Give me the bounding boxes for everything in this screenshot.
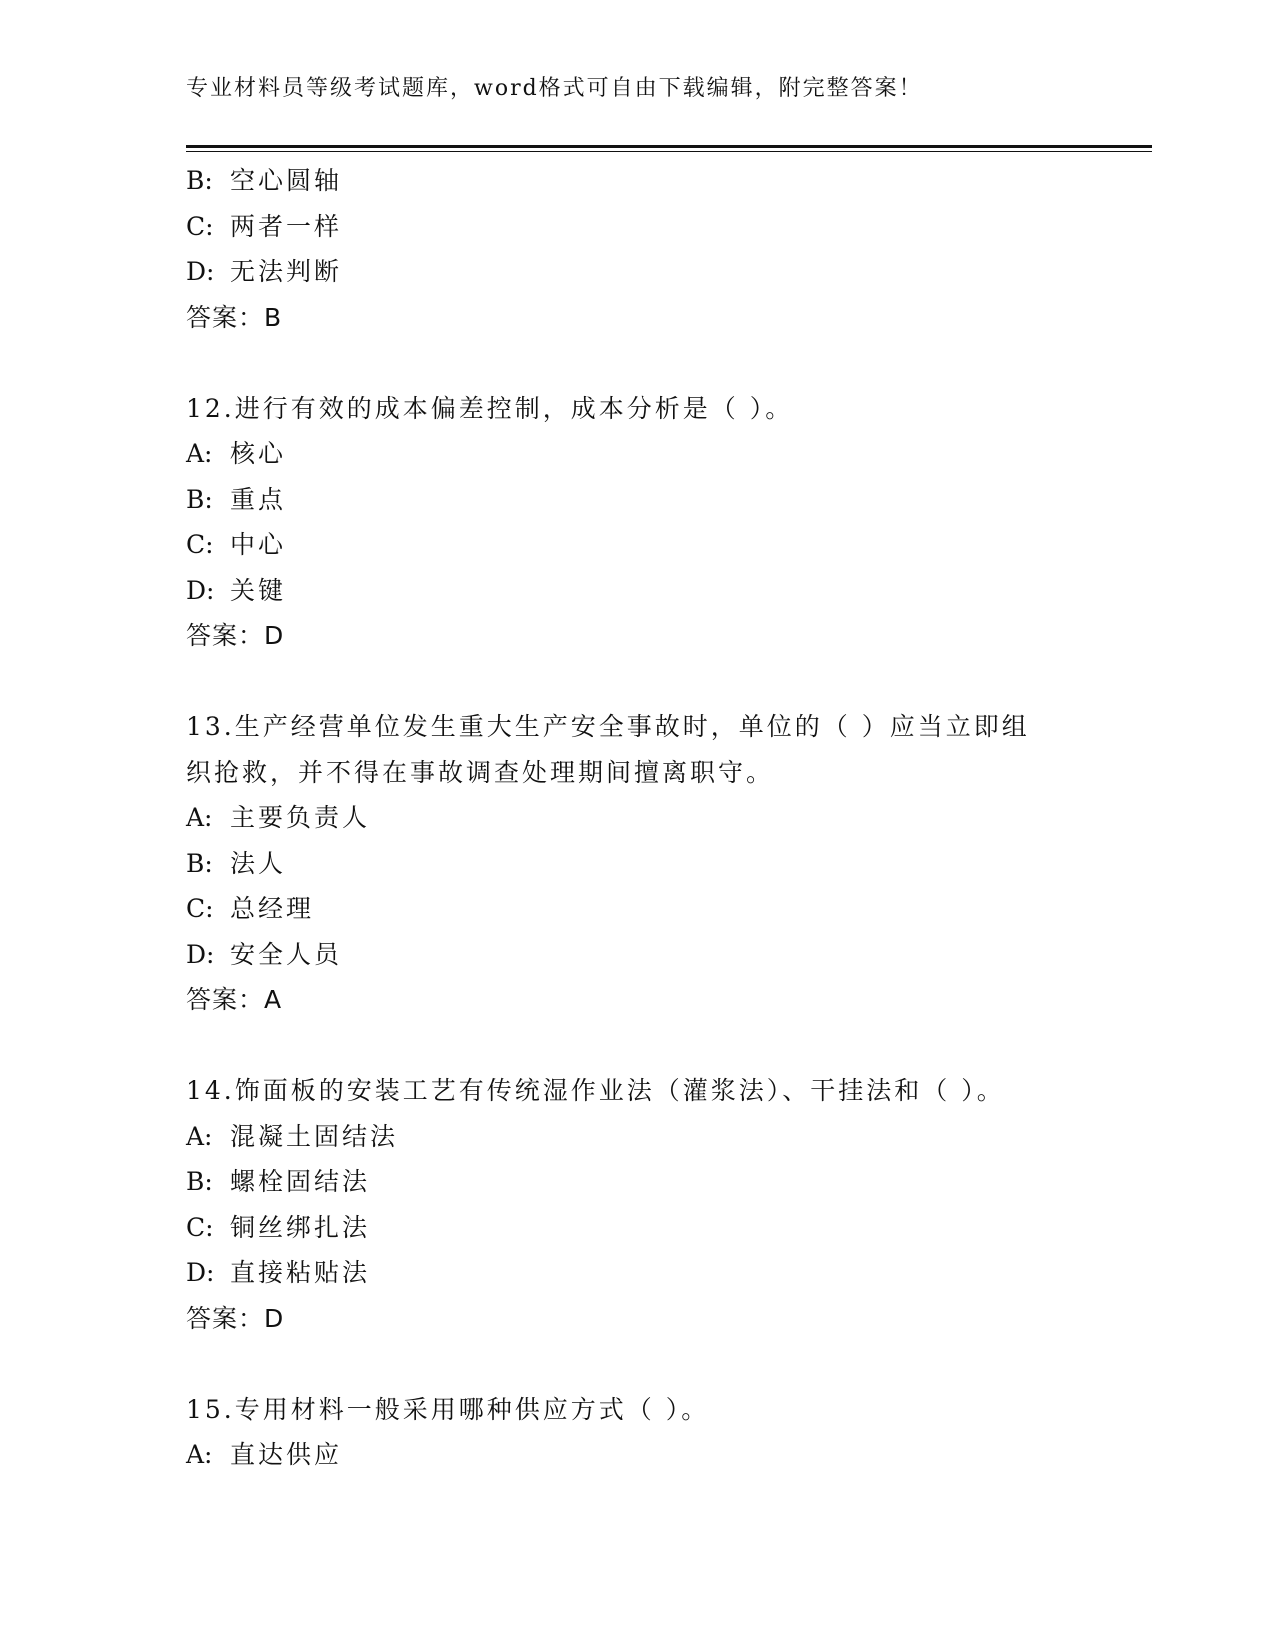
q12-option-d: D: 关键: [186, 575, 287, 605]
q13-option-d: D: 安全人员: [186, 939, 343, 969]
q11-answer: 答案：B: [186, 302, 283, 332]
header-rule-thick: [186, 145, 1152, 148]
q13-option-a: A: 主要负责人: [186, 803, 371, 832]
q13-stem-line1: 13.生产经营单位发生重大生产安全事故时，单位的（ ）应当立即组: [186, 712, 1030, 741]
q11-option-d: D: 无法判断: [186, 257, 343, 286]
q15-option-a: A: 直达供应: [186, 1440, 343, 1469]
q12-stem: 12.进行有效的成本偏差控制，成本分析是（ ）。: [186, 393, 794, 423]
header-rule-thin: [186, 151, 1152, 152]
question-content: [186, 158, 1106, 1478]
q14-option-d: D: 直接粘贴法: [186, 1258, 371, 1287]
q11-option-c: C: 两者一样: [186, 211, 343, 241]
q13-option-b: B: 法人: [186, 848, 287, 878]
q12-option-b: B: 重点: [186, 484, 287, 514]
q13-stem-line2: 织抢救，并不得在事故调查处理期间擅离职守。: [186, 757, 775, 787]
q12-answer: 答案：D: [186, 621, 285, 650]
page-header: 专业材料员等级考试题库，word格式可自由下载编辑，附完整答案！: [186, 76, 923, 101]
q14-option-c: C: 铜丝绑扎法: [186, 1212, 371, 1242]
q11-option-b: B: 空心圆轴: [186, 166, 343, 195]
q13-option-c: C: 总经理: [186, 894, 315, 923]
q14-option-b: B: 螺栓固结法: [186, 1167, 371, 1196]
q14-stem: 14.饰面板的安装工艺有传统湿作业法（灌浆法）、干挂法和（ ）。: [186, 1076, 1005, 1105]
q15-stem: 15.专用材料一般采用哪种供应方式（ ）。: [186, 1394, 710, 1424]
q12-option-c: C: 中心: [186, 530, 287, 559]
q14-option-a: A: 混凝土固结法: [186, 1121, 399, 1151]
q12-option-a: A: 核心: [186, 439, 287, 468]
q13-answer: 答案：A: [186, 985, 283, 1014]
q14-answer: 答案：D: [186, 1303, 285, 1333]
